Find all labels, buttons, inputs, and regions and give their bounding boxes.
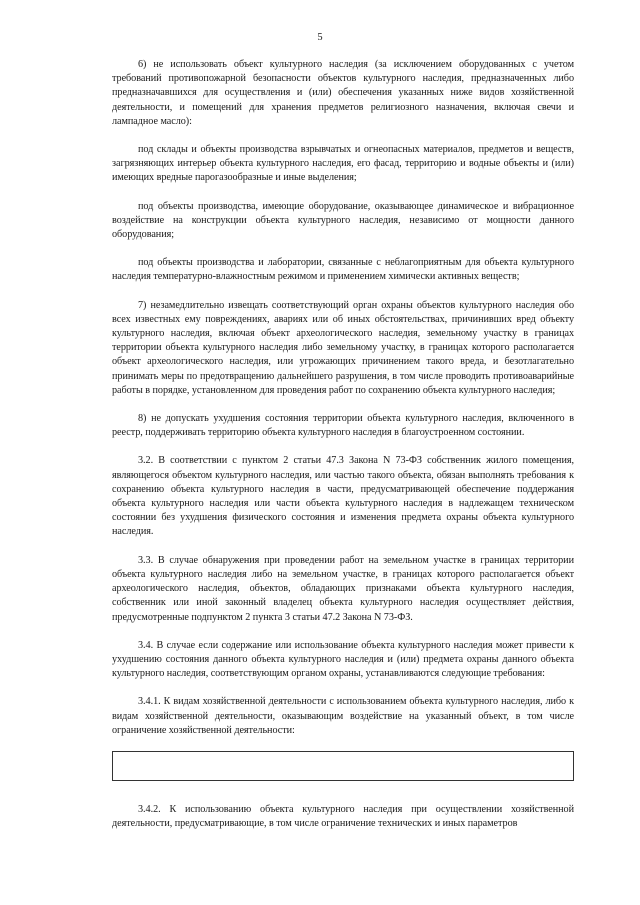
- paragraph-6: 6) не использовать объект культурного наследия (за исключением оборудованных с учетом требований противопожарной безопасности объектов культурного наследия, предназначенных либо предназначавшихся для осуществления и (или) обеспечения указанных ниже видов хозяйственной деятельности, и помещений для хранения предметов религиозного назначения, включая свечи и лампадное масло):: [112, 59, 574, 127]
- document-body: [112, 58, 574, 845]
- section-3-3: 3.3. В случае обнаружения при проведении работ на земельном участке в границах территории объекта культурного наследия либо на земельном участке, в границах которого располагается объект археологического наследия, объектов, обладающих признаками объекта культурного наследия, собственник или иной законный владелец объекта культурного наследия осуществляет действия, предусмотренные подпунктом 2 пункта 3 статьи 47.2 Закона N 73-ФЗ.: [112, 554, 574, 623]
- section-3-4-1: 3.4.1. К видам хозяйственной деятельности с использованием объекта культурного наследия, либо к видам хозяйственной деятельности, оказывающим воздействие на указанный объект, в том числе ограничение хозяйственной деятельности:: [112, 696, 574, 736]
- page-number: 5: [317, 32, 323, 43]
- paragraph-8: 8) не допускать ухудшения состояния территории объекта культурного наследия, включенного в реестр, поддерживать территорию объекта культурного наследия в благоустроенном состоянии.: [112, 413, 574, 439]
- paragraph-6-laboratories: под объекты производства и лаборатории, связанные с неблагоприятным для объекта культурного наследия температурно-влажностным режимом и применением химически активных веществ;: [112, 257, 574, 283]
- section-3-4: 3.4. В случае если содержание или использование объекта культурного наследия может привести к ухудшению состояния данного объекта культурного наследия и (или) предмета охраны данного объекта культурного наследия, соответствующим органом охраны, устанавливаются следующие требования:: [112, 639, 574, 680]
- empty-table-box: [112, 751, 574, 781]
- section-3-2: 3.2. В соответствии с пунктом 2 статьи 47.3 Закона N 73-ФЗ собственник жилого помещения, являющегося объектом культурного наследия, или частью такого объекта, обязан выполнять требования к сохранению объекта культурного наследия в части, предусматривающей обеспечение поддержания объекта культурного наследия или части объекта культурного наследия в надлежащем техническом состоянии без ухудшения физического состояния и изменения предмета охраны объекта культурного наследия.: [112, 455, 574, 538]
- section-3-4-2: 3.4.2. К использованию объекта культурного наследия при осуществлении хозяйственной деятельности, предусматривающие, в том числе ограничение технических и иных параметров: [112, 803, 574, 830]
- paragraph-7: 7) незамедлительно извещать соответствующий орган охраны объектов культурного наследия обо всех известных ему повреждениях, авариях или об иных обстоятельствах, причинивших вред объекту культурного наследия, включая объект археологического наследия, земельному участку в границах территории объекта культурного наследия либо земельному участку, в границах которого располагается объект археологического наследия, или угрожающих причинением такого вреда, и безотлагательно принимать меры по предотвращению дальнейшего разрушения, в том числе проводить противоаварийные работы в порядке, установленном для проведения работ по сохранению объекта культурного наследия;: [112, 299, 574, 396]
- paragraph-6-warehouses: под склады и объекты производства взрывчатых и огнеопасных материалов, предметов и веществ, загрязняющих интерьер объекта культурного наследия, его фасад, территорию и водные объекты и (или) имеющих вредные парогазообразные и иные выделения;: [112, 144, 574, 184]
- paragraph-6-production: под объекты производства, имеющие оборудование, оказывающее динамическое и вибрационное воздействие на конструкции объекта культурного наследия, независимо от мощности данного оборудования;: [112, 200, 574, 241]
